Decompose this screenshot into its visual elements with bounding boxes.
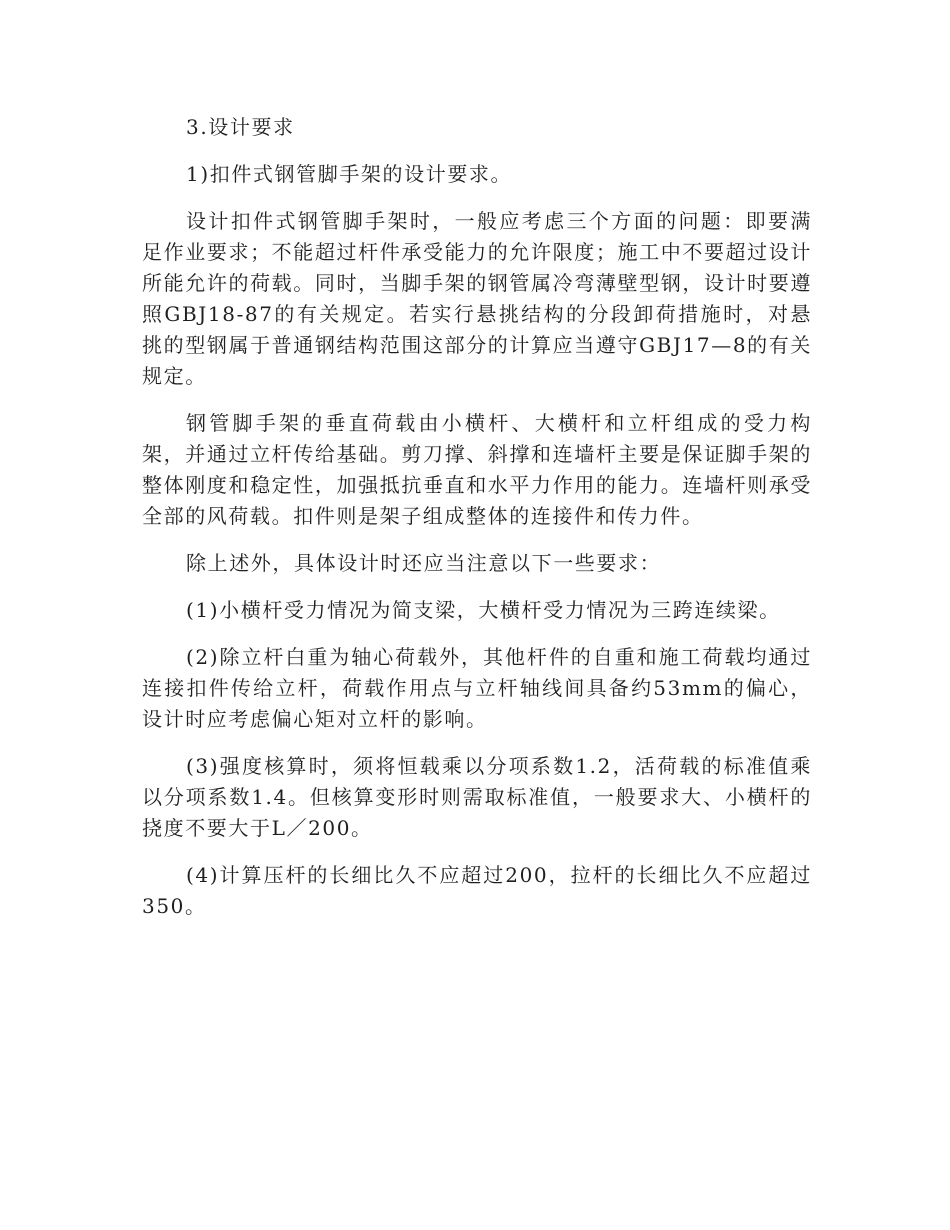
list-item-4: (4)计算压杆的长细比久不应超过200，拉杆的长细比久不应超过350。 — [142, 863, 812, 918]
document-body — [142, 112, 812, 938]
paragraph-design-considerations: 设计扣件式钢管脚手架时，一般应考虑三个方面的问题：即要满足作业要求；不能超过杆件承受能力的允许限度；施工中不要超过设计所能允许的荷载。同时，当脚手架的钢管属冷弯薄壁型钢，设计时要遵照GBJ18-87的有关规定。若实行悬挑结构的分段卸荷措施时，对悬挑的型钢属于普通钢结构范围这部分的计算应当遵守GBJ17—8的有关规定。 — [142, 209, 812, 388]
paragraph-additional-requirements: 除上述外，具体设计时还应当注意以下一些要求： — [186, 551, 662, 575]
list-item-1: (1)小横杆受力情况为简支梁，大横杆受力情况为三跨连续梁。 — [186, 598, 781, 622]
section-heading: 3.设计要求 — [186, 115, 295, 139]
list-item-2: (2)除立杆白重为轴心荷载外，其他杆件的自重和施工荷载均通过连接扣件传给立杆，荷载作用点与立杆轴线间具备约53mm的偏心，设计时应考虑偏心矩对立杆的影响。 — [142, 645, 812, 731]
paragraph-load-path: 钢管脚手架的垂直荷载由小横杆、大横杆和立杆组成的受力构架，并通过立杆传给基础。剪刀撑、斜撑和连墙杆主要是保证脚手架的整体刚度和稳定性，加强抵抗垂直和水平力作用的能力。连墙杆则承受全部的风荷载。扣件则是架子组成整体的连接件和传力件。 — [142, 411, 812, 528]
subsection-heading: 1)扣件式钢管脚手架的设计要求。 — [186, 162, 513, 186]
list-item-3: (3)强度核算时，须将恒载乘以分项系数1.2，活荷载的标准值乘以分项系数1.4。但核算变形时则需取标准值，一般要求大、小横杆的挠度不要大于L／200。 — [142, 754, 812, 840]
